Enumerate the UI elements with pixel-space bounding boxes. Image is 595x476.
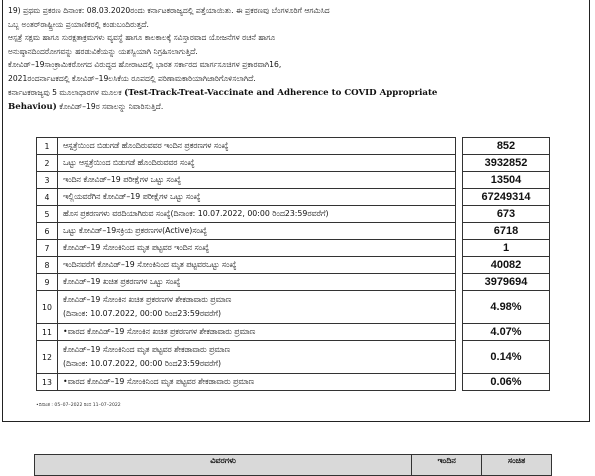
- stats-row: [37, 341, 550, 374]
- row-description-text: ಕೋವಿಡ್–19 ಸೋಂಕಿನ ಖಚಿತ ಪ್ರಕರಣಗಳ ಶೇಕಡಾವಾರು ಪ್ರಮಾಣ: [63, 295, 232, 304]
- row-value: 4.07%: [463, 324, 550, 341]
- row-description: [58, 341, 456, 374]
- row-value: 0.06%: [463, 374, 550, 391]
- row-number: 4: [37, 189, 58, 206]
- row-spacer: [456, 274, 463, 291]
- row-description: [58, 172, 456, 189]
- intro-line: [8, 86, 586, 101]
- intro-line: 2021ರಂದರ್ನಾಟಕದಲ್ಲಿ ಕೋವಿಡ್–19ಲಸಿಕೆಯ ರೂಪದಲ್ಲಿ ಪರಿಣಾಮಕಾರಿಯಾಗಿಜಾರಿಗೊಳಿಸಲಾಗಿದೆ.: [8, 73, 256, 83]
- row-value: 1: [463, 240, 550, 257]
- row-spacer: [456, 341, 463, 374]
- date-footnote: •ದಿನಾಂಕ : 05–07–2022 ರಿಂದ 11–07–2022: [36, 403, 121, 408]
- stats-row: [37, 257, 550, 274]
- row-description: [58, 189, 456, 206]
- stats-row: [37, 291, 550, 324]
- stats-row: [37, 274, 550, 291]
- header-total: ಸಂಚಿತ: [482, 455, 552, 476]
- row-number: 10: [37, 291, 58, 324]
- row-value: 6718: [463, 223, 550, 240]
- header-details: ವಿವರಗಳು: [35, 455, 412, 476]
- row-description: [58, 223, 456, 240]
- row-description-text: ಇಂದಿನ ಕೋವಿಡ್–19 ಪರೀಕ್ಷೆಗಳ ಒಟ್ಟು ಸಂಖ್ಯೆ: [63, 175, 182, 184]
- intro-text-english: (Test-Track-Treat-Vaccinate and Adherence to COVID Appropriate: [124, 87, 438, 98]
- intro-text: [8, 4, 586, 115]
- intro-line: ಕೋವಿಡ್–19ಸಾಂಕ್ರಾಮಿಕರೋಗದ ವಿರುದ್ಧದ ಹೋರಾಟದಲ್ಲಿ ಭಾರತ ಸರ್ಕಾರದ ಮಾರ್ಗಸೂಚಿಗಳ ಪ್ರಕಾರವಾಗಿ16,: [8, 60, 282, 70]
- row-description-text: ಆಸ್ಪತ್ರೆಯಿಂದ ಬಿಡುಗಡೆ ಹೊಂದಿರುವವರ ಇಂದಿನ ಪ್ರಕರಣಗಳ ಸಂಖ್ಯೆ: [63, 141, 229, 150]
- row-description: [58, 324, 456, 341]
- row-spacer: [456, 240, 463, 257]
- row-description-text: ಒಟ್ಟು ಕೋವಿಡ್–19ಸಕ್ರಿಯ ಪ್ರಕರಣಗಳ(Active)ಸಂಖ್ಯೆ: [63, 226, 207, 235]
- row-value: 13504: [463, 172, 550, 189]
- row-value: 0.14%: [463, 341, 550, 374]
- row-value: 3979694: [463, 274, 550, 291]
- stats-row: [37, 324, 550, 341]
- stats-row: [37, 240, 550, 257]
- row-number: 5: [37, 206, 58, 223]
- row-number: 8: [37, 257, 58, 274]
- stats-row: [37, 172, 550, 189]
- intro-text-english: Behaviou): [8, 102, 57, 113]
- row-description: [58, 138, 456, 155]
- row-description: [58, 155, 456, 172]
- row-description: [58, 374, 456, 391]
- row-number: 12: [37, 341, 58, 374]
- row-spacer: [456, 291, 463, 324]
- stats-row: [37, 223, 550, 240]
- row-description-text: ಕೋವಿಡ್–19 ಖಚಿತ ಪ್ರಕರಣಗಳ ಒಟ್ಟು ಸಂಖ್ಯೆ: [63, 277, 181, 286]
- row-number: 6: [37, 223, 58, 240]
- intro-text-kannada: ಕೋವಿಡ್–19ರ ಸವಾಲನ್ನು ನಿವಾರಿಸುತ್ತಿದೆ.: [59, 102, 164, 112]
- summary-table-header: [34, 454, 552, 476]
- row-value: 852: [463, 138, 550, 155]
- stats-row: [37, 155, 550, 172]
- covid-stats-table: [36, 137, 550, 391]
- row-number: 3: [37, 172, 58, 189]
- row-date-range: (ದಿನಾಂಕ: 10.07.2022, 00:00 ರಿಂದ23:59ರವರೆಗೆ): [63, 359, 221, 368]
- row-description-text: ಕೋವಿಡ್–19 ಸೋಂಕಿನಿಂದ ಮೃತ ಪಟ್ಟವರ ಇಂದಿನ ಸಂಖ್ಯೆ: [63, 243, 210, 252]
- row-number: 7: [37, 240, 58, 257]
- row-description-text: ಹೊಸ ಪ್ರಕರಣಗಳು ವರದಿಯಾಗಿರುವ ಸಂಖ್ಯೆ(ದಿನಾಂಕ: 10.07.2022, 00:00 ರಿಂದ23:59ರವರೆಗೆ): [63, 209, 329, 218]
- row-spacer: [456, 257, 463, 274]
- header-today: ಇಂದಿನ: [412, 455, 482, 476]
- intro-line: ಅನುಷ್ಠಾನದಿಂದರೋಗವನ್ನು ಹರಡುವಿಕೆಯನ್ನು ಯಶಸ್ವಿಯಾಗಿ ನಿಗ್ರಹಿಸಲಾಗುತ್ತಿದೆ.: [8, 46, 198, 56]
- row-spacer: [456, 172, 463, 189]
- row-number: 2: [37, 155, 58, 172]
- row-number: 11: [37, 324, 58, 341]
- row-value: 3932852: [463, 155, 550, 172]
- row-value: 4.98%: [463, 291, 550, 324]
- row-description: [58, 206, 456, 223]
- row-value: 67249314: [463, 189, 550, 206]
- row-description-text: •ವಾರದ ಕೋವಿಡ್–19 ಸೋಂಕಿನ ಖಚಿತ ಪ್ರಕರಣಗಳ ಶೇಕಡಾವಾರು ಪ್ರಮಾಣ: [63, 327, 256, 336]
- intro-line: ಒಬ್ಬ ಅಂತರ್‌ರಾಷ್ಟ್ರೀಯ ಪ್ರಯಾಣಿಕರಲ್ಲಿ ಕಂಡುಬಂದಿರುತ್ತದೆ.: [8, 19, 149, 29]
- row-date-range: (ದಿನಾಂಕ: 10.07.2022, 00:00 ರಿಂದ23:59ರವರೆಗೆ): [63, 309, 221, 318]
- row-description-text: ಇಲ್ಲಿಯವರೆಗಿನ ಕೋವಿಡ್–19 ಪರೀಕ್ಷೆಗಳ ಒಟ್ಟು ಸಂಖ್ಯೆ: [63, 192, 201, 201]
- row-number: 9: [37, 274, 58, 291]
- row-value: 40082: [463, 257, 550, 274]
- intro-text-kannada: ಕರ್ನಾಟಕರಾಜ್ಯವು 5 ಮೂಲಾಧಾರಗಳ ಮೂಲಕ: [8, 87, 122, 97]
- stats-row: [37, 138, 550, 155]
- intro-line: [8, 100, 586, 115]
- row-number: 13: [37, 374, 58, 391]
- row-spacer: [456, 155, 463, 172]
- stats-row: [37, 206, 550, 223]
- intro-line: 19) ಪ್ರಥಮ ಪ್ರಕರಣ ದಿನಾಂಕ: 08.03.2020ರಂದು ಕರ್ನಾಟಕರಾಜ್ಯದಲ್ಲಿ ಪತ್ತೆಯಾಯಿತು. ಈ ಪ್ರಕರಣವು ಬೆಂಗಳೂರಿಗೆ ಆಗಮಿಸಿದ: [8, 6, 330, 15]
- row-description-text: ಕೋವಿಡ್–19 ಸೋಂಕಿನಿಂದ ಮೃತ ಪಟ್ಟವರ ಶೇಕಡಾವಾರು ಪ್ರಮಾಣ: [63, 345, 231, 354]
- row-description-text: ಇಂದಿನವರೆಗೆ ಕೋವಿಡ್–19 ಸೋಂಕಿನಿಂದ ಮೃತ ಪಟ್ಟವರಒಟ್ಟು ಸಂಖ್ಯೆ: [63, 260, 237, 269]
- stats-row: [37, 374, 550, 391]
- row-number: 1: [37, 138, 58, 155]
- row-description-text: ಒಟ್ಟು ಆಸ್ಪತ್ರೆಯಿಂದ ಬಿಡುಗಡೆ ಹೊಂದಿರುವವರ ಸಂಖ್ಯೆ: [63, 158, 195, 167]
- row-value: 673: [463, 206, 550, 223]
- row-spacer: [456, 138, 463, 155]
- row-description: [58, 257, 456, 274]
- row-spacer: [456, 223, 463, 240]
- row-spacer: [456, 206, 463, 223]
- row-spacer: [456, 324, 463, 341]
- intro-line: ಆಸ್ಪತ್ರೆ ಸಕ್ಷಮ ಹಾಗೂ ಸುರಕ್ಷತಾಕ್ರಮಗಳು ವ್ಯವಸ್ಥೆ ಹಾಗೂ ಕಾಲಕಾಲಕ್ಕೆ ಸವಿಸ್ತಾರವಾದ ಯೋಜನೆಗಳ ರಚನೆ ಹಾಗೂ: [8, 33, 276, 43]
- row-description: [58, 274, 456, 291]
- row-description: [58, 240, 456, 257]
- row-description: [58, 291, 456, 324]
- row-description-text: •ವಾರದ ಕೋವಿಡ್–19 ಸೋಂಕಿನಿಂದ ಮೃತ ಪಟ್ಟವರ ಶೇಕಡಾವಾರು ಪ್ರಮಾಣ: [63, 377, 255, 386]
- stats-row: [37, 189, 550, 206]
- row-spacer: [456, 374, 463, 391]
- row-spacer: [456, 189, 463, 206]
